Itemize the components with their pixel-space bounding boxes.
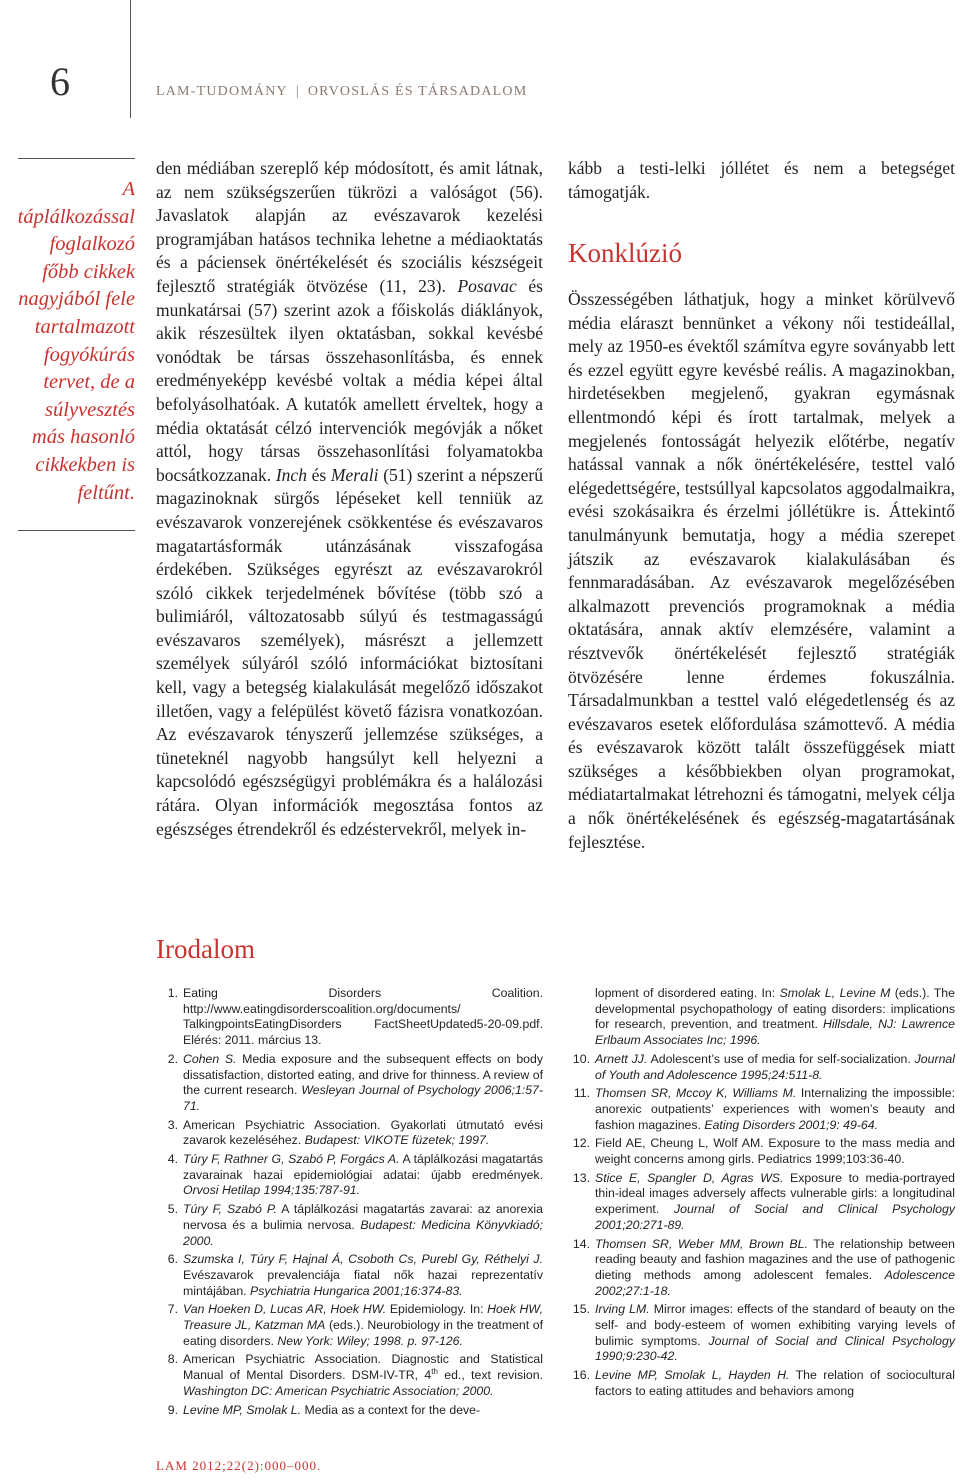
reference-text: The relationship between reading beauty and fashion magazines and the use of pathogenic dieting methods among adolescent females. (595, 1236, 955, 1282)
reference-text: Mirror images: effects of the standard of beauty on the self- and body-esteem of women exhibiting varying levels of bulimic symptoms. (595, 1302, 955, 1348)
reference-text: Internalizing the impossible: anorexic outpatients’ experiences with women’s beauty and fashion magazines. (595, 1086, 955, 1132)
reference-item (156, 1252, 543, 1299)
reference-item (568, 1086, 955, 1133)
reference-item (156, 1352, 543, 1399)
reference-source: Journal of Social and Clinical Psychology 2001;20:271-89. (595, 1202, 955, 1232)
reference-source: Budapest: VIKOTE füzetek; 1997. (304, 1133, 490, 1148)
references-heading: Irodalom (156, 934, 255, 964)
reference-source: Budapest: Medicina Könyvkiadó; 2000. (183, 1217, 544, 1248)
reference-authors: Stice E, Spangler D, Agras WS. (595, 1170, 784, 1185)
reference-number: 13. (572, 1170, 590, 1185)
reference-item (156, 1202, 543, 1249)
body-column-left (156, 157, 543, 841)
reference-number: 11. (573, 1086, 590, 1101)
reference-editors: Hoek HW, Treasure JL, Katzman MA (183, 1302, 543, 1333)
reference-item (568, 1368, 955, 1399)
reference-source: Adolescence 2002;27:1-18. (595, 1267, 955, 1298)
reference-superscript: th (431, 1367, 438, 1377)
reference-number: 3. (167, 1117, 178, 1132)
reference-number: 5. (167, 1202, 178, 1217)
conclusion-text (568, 288, 955, 854)
reference-authors: Arnett JJ. (595, 1051, 648, 1066)
reference-text: ed., text revision. (437, 1368, 543, 1383)
reference-source: New York: Wiley; 1998. p. 97-126. (277, 1333, 463, 1348)
reference-authors: Túry F, Szabó P. (183, 1202, 277, 1217)
reference-item (568, 1302, 955, 1365)
reference-item (156, 1152, 543, 1199)
reference-source: Washington DC: American Psychiatric Association; 2000. (183, 1383, 494, 1398)
conclusion-paragraph: Összességében láthatjuk, hogy a minket körülvevő média eláraszt bennünket a vékony női testideállal, mely az 1950-es évektől számítva egyre soványabb lett és ezzel együtt egyre kevésbé reális. A magazinokban, hirdetésekben megjelenő, gyakran egymásnak ellentmondó képi és írott tartalmak, melyek a megjelenés fontosságát helyezik előtérbe, negatív hatással vannak a nők önértékelésére, testtel való elégedettségére, testsúllyal kapcsolatos aggodalmaikra, evési szokásaikra és érzelmi jóllétükre is. Áttekintő tanulmányunk bemutatja, hogy a média szerepet játszik az evészavarok kialakulásában és fennmaradásában. Az evészavarok megelőzésében alkalmazott prevenciós programoknak a média oktatására, annak aktív elemzésére, valamint a résztvevők önértékelését fejlesztő stratégiák ötvözésére lenne érdemes fokuszálnia. Társadalmunkban a testtel való elégedetlenség és az evészavaros esetek előfordulása számottevő. A média és evészavarok között talált összefüggések miatt szükséges a későbbiekben olyan programokat, médiatartalmakat létrehozni és támogatni, melyek célja a nők önértékelésének és egészség-magatartásának fejlesztése. (568, 289, 955, 852)
reference-item (156, 1403, 543, 1419)
reference-number: 8. (167, 1352, 178, 1367)
header-vertical-rule (130, 0, 131, 118)
reference-number: 12. (572, 1136, 590, 1151)
reference-number: 7. (167, 1302, 178, 1317)
header-separator: | (295, 84, 300, 99)
references-right (568, 986, 955, 1403)
reference-editors: Smolak L, Levine M (779, 986, 891, 1000)
reference-source: Eating Disorders 2001;9: 49-64. (704, 1117, 879, 1132)
reference-number: 1. (167, 986, 178, 1000)
reference-text: Media as a context for the deve- (301, 1402, 481, 1417)
reference-text: The relation of sociocultural factors to eating attitudes and behaviors among (595, 1368, 955, 1398)
reference-number: 9. (167, 1402, 178, 1417)
reference-text: A táplálkozási magatartás zavarainak hazai epidemiológiai adatai: újabb eredmények. (183, 1152, 543, 1182)
reference-text: Field AE, Cheung L, Wolf AM. Exposure to the mass media and weight concerns among girls. Pediatrics 1999;103:36-40. (595, 1136, 955, 1167)
page-number: 6 (50, 59, 70, 104)
reference-source: Journal of Social and Clinical Psychology 1990;9:230-42. (595, 1333, 956, 1364)
reference-text: A táplálkozási magatartás zavarai: az anorexia nervosa és a bulimia nervosa. (183, 1202, 543, 1232)
reference-text: Epidemiology. In: (386, 1302, 488, 1317)
reference-item (568, 1237, 955, 1300)
reference-text: Evészavarok prevalenciája fiatal nők hazai reprezentatív mintájában. (183, 1267, 543, 1298)
reference-number: 16. (572, 1368, 590, 1383)
reference-text: Exposure to media-portrayed thin-ideal images adversely affects vulnerable girls: a longitudinal experiment. (595, 1170, 955, 1217)
journal-name: LAM-TUDOMÁNY (156, 84, 288, 99)
reference-source: Orvosi Hetilap 1994;135:787-91. (183, 1183, 361, 1198)
reference-text: Eating Disorders Coalition. http://www.eatingdisorderscoalition.org/documents/ TalkingpointsEatingDisorders FactSheetUpdated5-20-09.pdf. Elérés: 2011. március 13. (183, 986, 543, 1048)
reference-text: American Psychiatric Association. Gyakorlati útmutató evési zavarok kezeléséhez. (183, 1117, 543, 1148)
reference-number: 10. (572, 1051, 590, 1066)
reference-item (156, 986, 543, 1049)
reference-authors: Thomsen SR, Mccoy K, Williams M. (595, 1086, 797, 1101)
body-column-right (568, 157, 955, 204)
author-posavac: Posavac (457, 275, 517, 296)
reference-number: 6. (167, 1252, 178, 1267)
reference-number: 2. (167, 1051, 178, 1066)
reference-item (568, 986, 955, 1049)
running-header (156, 84, 527, 100)
reference-authors: Cohen S. (183, 1051, 237, 1066)
reference-item (568, 1171, 955, 1234)
margin-note-bottom-rule (18, 530, 135, 531)
reference-source: Journal of Youth and Adolescence 1995;24:511-8. (595, 1051, 955, 1082)
reference-text: Adolescent’s use of media for self-socialization. (647, 1051, 915, 1066)
reference-authors: Szumska I, Túry F, Hajnal Á, Csoboth Cs, Purebl Gy, Réthelyi J. (183, 1252, 543, 1267)
references-left (156, 986, 543, 1421)
reference-source: Hillsdale, NJ: Lawrence Erlbaum Associates Inc; 1996. (595, 1017, 955, 1048)
section-name: ORVOSLÁS ÉS TÁRSADALOM (307, 84, 528, 99)
reference-source: Wesleyan Journal of Psychology 2006;1:57-71. (183, 1083, 543, 1113)
margin-note-top-rule (18, 158, 135, 159)
reference-item (156, 1052, 543, 1115)
reference-authors: Túry F, Rathner G, Szabó P, Forgács A. (183, 1152, 400, 1167)
reference-authors: Irving LM. (595, 1302, 650, 1317)
reference-text: lopment of disordered eating. In: (595, 986, 780, 1000)
author-merali: Merali (330, 464, 379, 485)
conclusion-heading: Konklúzió (568, 238, 682, 268)
body-paragraph-continued: kább a testi-lelki jóllétet és nem a betegséget támogatják. (568, 158, 955, 202)
reference-text: (eds.). The developmental psychopathology of eating disorders: implications for research, prevention, and treatment. (595, 986, 955, 1032)
footer-citation: LAM 2012;22(2):000–000. (156, 1458, 322, 1473)
reference-number: 4. (167, 1152, 178, 1167)
reference-source: Psychiatria Hungarica 2001;16:374-83. (250, 1283, 463, 1298)
body-paragraph: den médiában szereplő kép módosított, és amit látnak, az nem szükségszerűen tükrözi a valóságot (56). Javaslatok alapján az evészavarok kezelési programjában hatásos technika lehetne a médiaoktatás és a páciensek önértékelését és szociális készségeit fejlesztő stratégiák ötvözése (11, 23). Posavac és munkatársai (57) szerint azok a főiskolás diáklányok, akik részesültek ilyen oktatásban, sokkal kevésbé vonódtak be társas összehasonlításba, és ennek eredményeképp kevésbé voltak a média képei által befolyásolhatóak. A kutatók amellett érveltek, hogy a média oktatását célzó intervenciók megóvják a nőket attól, hogy társas összehasonlítási folyamatokba bocsátkozzanak. Inch és Merali (51) szerint a népszerű magazinoknak sürgős lépéseket kell tenniük az evészavarok vonzerejének csökkentése és evészavaros magatartásformák utánzásának visszafogása érdekében. Szükséges egyrészt az evészavarokról szóló cikkek terjedelmének bővítése (több szó a bulimiáról, változatosabb súlyú és testmagasságú evészavaros személyek), másrészt a jellemzett személyek súlyáról szóló információkat biztosítani kell, vagy a betegség kialakulását megelőző időszakot illetően, vagy a felépülést követő fázisra vonatkozóan. Az evészavarok tényszerű jellemzése szükséges, a tüneteknél nagyobb hangsúlyt kell helyezni a kapcsolódó egészségügyi problémákra és a halálozási rátára. Olyan információk megosztása fontos az egészséges étrendekről és edzéstervekről, melyek in- (156, 158, 544, 839)
reference-number: 15. (572, 1302, 590, 1317)
reference-item (568, 1052, 955, 1083)
margin-pull-quote: A táplálkozással foglalkozó főbb cikkek nagyjából fele tartalmazott fogyókúrás tervet, de a súlyvesztés más hasonló cikkekben is feltűnt. (17, 178, 135, 504)
reference-text: American Psychiatric Association. Diagnostic and Statistical Manual of Mental Disorders. DSM-IV-TR, 4 (183, 1352, 543, 1383)
reference-number: 14. (572, 1236, 590, 1251)
reference-item (156, 1302, 543, 1349)
reference-authors: Thomsen SR, Weber MM, Brown BL. (595, 1236, 808, 1251)
reference-authors: Levine MP, Smolak L. (183, 1402, 302, 1417)
reference-text: (eds.). Neurobiology in the treatment of eating disorders. (183, 1318, 543, 1348)
author-inch: Inch (275, 464, 307, 485)
reference-item (568, 1136, 955, 1167)
reference-item (156, 1118, 543, 1149)
reference-authors: Van Hoeken D, Lucas AR, Hoek HW. (183, 1302, 387, 1317)
reference-authors: Levine MP, Smolak L, Hayden H. (595, 1368, 790, 1383)
reference-text: Media exposure and the subsequent effects on body dissatisfaction, distorted eating, and drive for thinness. A review of the current research. (183, 1051, 543, 1098)
